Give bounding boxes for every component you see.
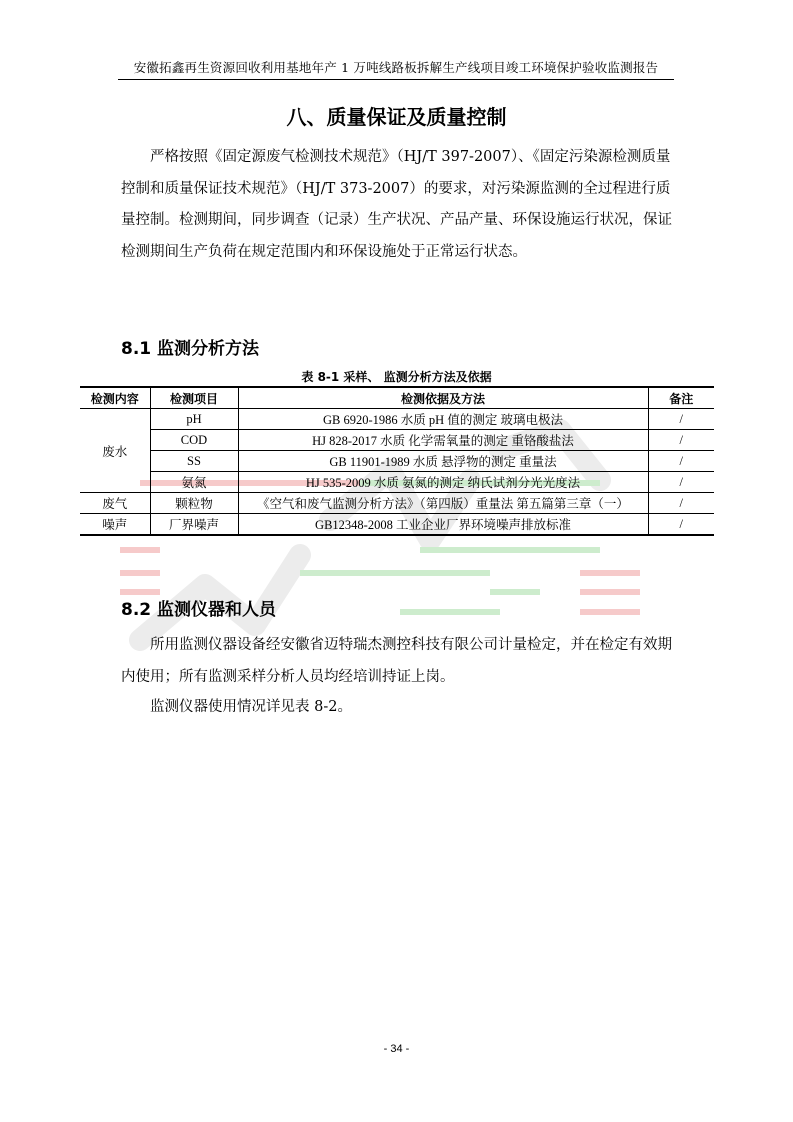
page-number: - 34 - — [383, 1043, 410, 1055]
note-cell: / — [648, 430, 714, 451]
note-cell: / — [648, 451, 714, 472]
method-cell: GB12348-2008 工业企业厂界环境噪声排放标准 — [238, 514, 648, 536]
intro-paragraph: 严格按照《固定源废气检测技术规范》（HJ/T 397-2007）、《固定污染源检测质量控制和质量保证技术规范》（HJ/T 373-2007）的要求，对污染源监测的全过程进行质量控制。检测期间，同步调查（记录）生产状况、产品产量、环保设施运行状况，保证检测期间生产负荷在规定范围内和环保设施处于正常运行状态。 — [121, 149, 672, 260]
method-cell: 《空气和废气监测分析方法》（第四版）重量法 第五篇第三章（一） — [238, 493, 648, 514]
subsection-heading-8-1: 8.1 监测分析方法 — [121, 339, 260, 359]
item-cell: SS — [150, 451, 238, 472]
item-cell: 颗粒物 — [150, 493, 238, 514]
note-cell: / — [648, 472, 714, 493]
table-row — [80, 514, 714, 536]
table-row — [80, 409, 714, 430]
page-header: 安徽拓鑫再生资源回收利用基地年产 1 万吨线路板拆解生产线项目竣工环境保护验收监测报告 — [133, 60, 659, 75]
category-cell: 废水 — [80, 409, 150, 493]
header-item: 检测项目 — [150, 387, 238, 409]
instruments-reference: 监测仪器使用情况详见表 8-2。 — [150, 699, 352, 715]
monitoring-methods-table — [80, 386, 714, 536]
section-title: 八、质量保证及质量控制 — [286, 105, 507, 129]
header-note: 备注 — [648, 387, 714, 409]
subsection-heading-8-2: 8.2 监测仪器和人员 — [121, 600, 277, 620]
table-row — [80, 472, 714, 493]
table-row — [80, 493, 714, 514]
item-cell: 氨氮 — [150, 472, 238, 493]
header-method: 检测依据及方法 — [238, 387, 648, 409]
note-cell: / — [648, 409, 714, 430]
method-cell: GB 11901-1989 水质 悬浮物的测定 重量法 — [238, 451, 648, 472]
method-cell: HJ 535-2009 水质 氨氮的测定 纳氏试剂分光光度法 — [238, 472, 648, 493]
header-category: 检测内容 — [80, 387, 150, 409]
item-cell: 厂界噪声 — [150, 514, 238, 536]
table-row — [80, 430, 714, 451]
category-cell: 废气 — [80, 493, 150, 514]
category-cell: 噪声 — [80, 514, 150, 536]
header-divider — [118, 79, 674, 80]
item-cell: pH — [150, 409, 238, 430]
note-cell: / — [648, 493, 714, 514]
instruments-paragraph: 所用监测仪器设备经安徽省迈特瑞杰测控科技有限公司计量检定，并在检定有效期内使用；所有监测采样分析人员均经培训持证上岗。 — [121, 637, 672, 685]
note-cell: / — [648, 514, 714, 536]
item-cell: COD — [150, 430, 238, 451]
table-row — [80, 451, 714, 472]
method-cell: HJ 828-2017 水质 化学需氧量的测定 重铬酸盐法 — [238, 430, 648, 451]
table-header-row — [80, 387, 714, 409]
table-caption: 表 8-1 采样、 监测分析方法及依据 — [301, 370, 492, 384]
method-cell: GB 6920-1986 水质 pH 值的测定 玻璃电极法 — [238, 409, 648, 430]
